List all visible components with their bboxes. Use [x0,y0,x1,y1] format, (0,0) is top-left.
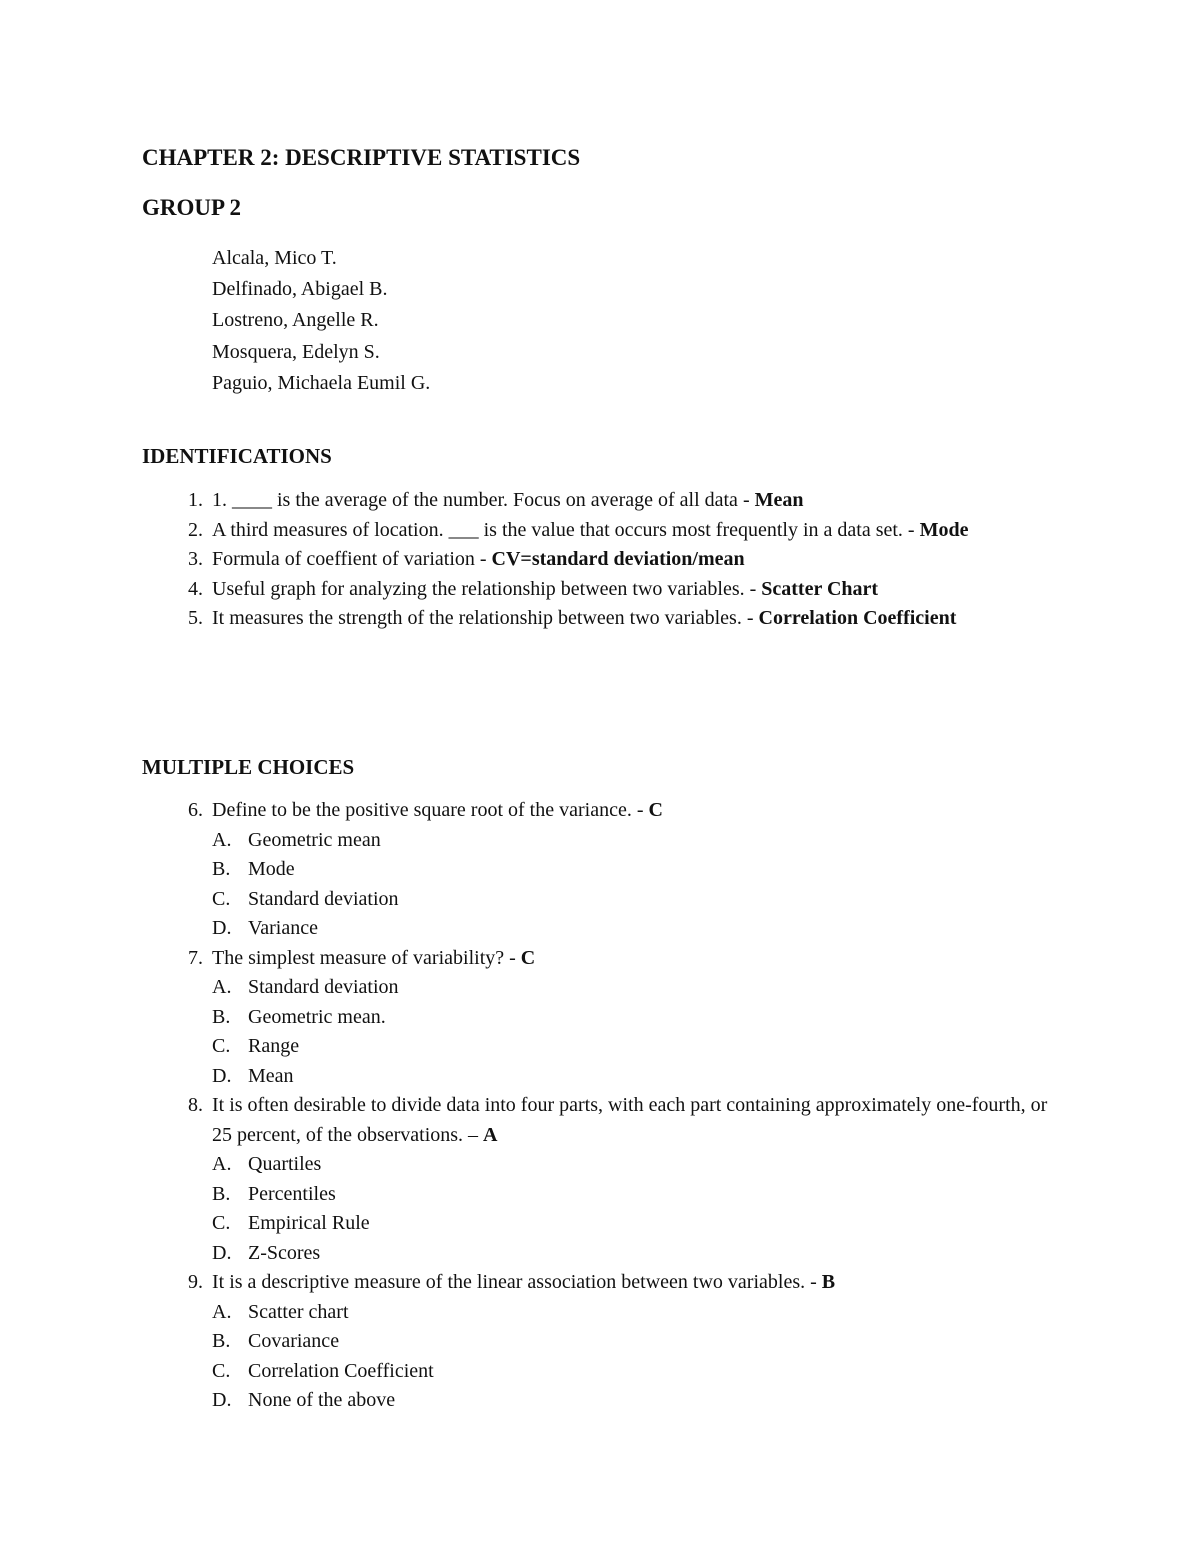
option-item [142,1209,1059,1239]
item-number: 1. [188,489,203,511]
option-text: Mean [248,1064,294,1087]
question-text: It is often desirable to divide data into four parts, with each part containing approximately one-fourth, or 25 percent, of the observations. – A [212,1094,1048,1146]
option-list [142,826,1059,944]
group-label: GROUP 2 [142,195,242,220]
option-item [142,1298,1059,1328]
member-name: Paguio, Michaela Eumil G. [212,371,431,394]
option-text: Empirical Rule [248,1212,370,1234]
item-number: 5. [188,607,203,629]
option-text: Mode [248,858,295,880]
option-letter: D. [212,917,232,939]
question-number: 8. [188,1094,203,1116]
option-item [142,973,1059,1003]
item-number: 4. [188,577,203,600]
identifications-heading: IDENTIFICATIONS [142,444,332,468]
option-item [142,855,1059,885]
option-text: Percentiles [248,1182,336,1205]
option-letter: A. [212,1300,232,1323]
option-text: Scatter chart [248,1300,349,1323]
multiple-choice-heading: MULTIPLE CHOICES [142,755,355,779]
question-answer: C [648,799,663,821]
item-text: A third measures of location. ___ is the value that occurs most frequently in a data set. - Mode [212,518,969,541]
member-name: Alcala, Mico T. [212,247,337,269]
option-letter: A. [212,1153,232,1175]
option-text: Covariance [248,1330,340,1352]
option-item [142,826,1059,856]
option-letter: B. [212,1182,231,1205]
member-name: Mosquera, Edelyn S. [212,340,380,363]
option-letter: B. [212,1330,231,1352]
identification-item [142,486,1059,516]
option-letter: D. [212,1241,232,1264]
option-text: Standard deviation [248,887,399,910]
option-letter: D. [212,1389,232,1411]
question-number: 7. [188,946,203,969]
option-item [142,1062,1059,1092]
option-item [142,1180,1059,1210]
item-text: Useful graph for analyzing the relationship between two variables. - Scatter Chart [212,577,879,600]
option-text: Geometric mean. [248,1005,386,1028]
identification-item [142,545,1059,575]
option-item [142,1150,1059,1180]
option-letter: B. [212,858,231,880]
question-number: 9. [188,1271,203,1293]
question-text: The simplest measure of variability? - C [212,946,536,969]
question-item [142,1091,1059,1268]
option-item [142,914,1059,944]
member-name: Lostreno, Angelle R. [212,309,379,332]
item-text: 1. ____ is the average of the number. Focus on average of all data - Mean [212,489,804,511]
option-item [142,1032,1059,1062]
identification-item [142,516,1059,546]
option-item [142,885,1059,915]
option-letter: B. [212,1005,231,1028]
option-text: Range [248,1035,300,1057]
option-text: Standard deviation [248,976,399,998]
option-text: Variance [248,917,318,939]
multiple-choice-list [142,796,1059,1416]
option-letter: C. [212,1359,231,1382]
question-number: 6. [188,799,203,821]
item-number: 3. [188,548,203,570]
question-text: Define to be the positive square root of the variance. - C [212,799,663,821]
option-text: Correlation Coefficient [248,1359,434,1382]
question-item [142,1268,1059,1416]
document-title: CHAPTER 2: DESCRIPTIVE STATISTICS [142,145,581,170]
identification-item [142,604,1059,634]
option-list [142,1298,1059,1416]
identification-list [142,486,1059,634]
option-text: Geometric mean [248,828,381,851]
question-text: It is a descriptive measure of the linear association between two variables. - B [212,1271,836,1293]
item-answer: Mode [919,518,969,541]
option-letter: C. [212,887,231,910]
question-answer: A [483,1123,498,1146]
question-answer: B [821,1271,836,1293]
question-answer: C [520,946,536,969]
item-answer: CV=standard deviation/mean [491,548,745,570]
option-item [142,1003,1059,1033]
option-letter: A. [212,976,232,998]
option-text: None of the above [248,1389,396,1411]
option-item [142,1357,1059,1387]
question-item [142,796,1059,944]
option-letter: C. [212,1035,231,1057]
option-item [142,1327,1059,1357]
option-item [142,1239,1059,1269]
option-letter: D. [212,1064,232,1087]
member-name: Delfinado, Abigael B. [212,278,388,301]
item-number: 2. [188,518,203,541]
member-list [212,243,430,399]
item-answer: Correlation Coefficient [758,607,957,629]
option-letter: C. [212,1212,231,1234]
question-item [142,944,1059,1092]
option-item [142,1386,1059,1416]
option-text: Quartiles [248,1153,322,1175]
option-list [142,1150,1059,1268]
item-answer: Scatter Chart [761,577,879,600]
option-list [142,973,1059,1091]
item-answer: Mean [754,489,804,511]
option-letter: A. [212,828,232,851]
option-text: Z-Scores [248,1241,321,1264]
identification-item [142,575,1059,605]
item-text: Formula of coeffient of variation - CV=standard deviation/mean [212,548,745,570]
item-text: It measures the strength of the relationship between two variables. - Correlation Coefficient [212,607,957,629]
